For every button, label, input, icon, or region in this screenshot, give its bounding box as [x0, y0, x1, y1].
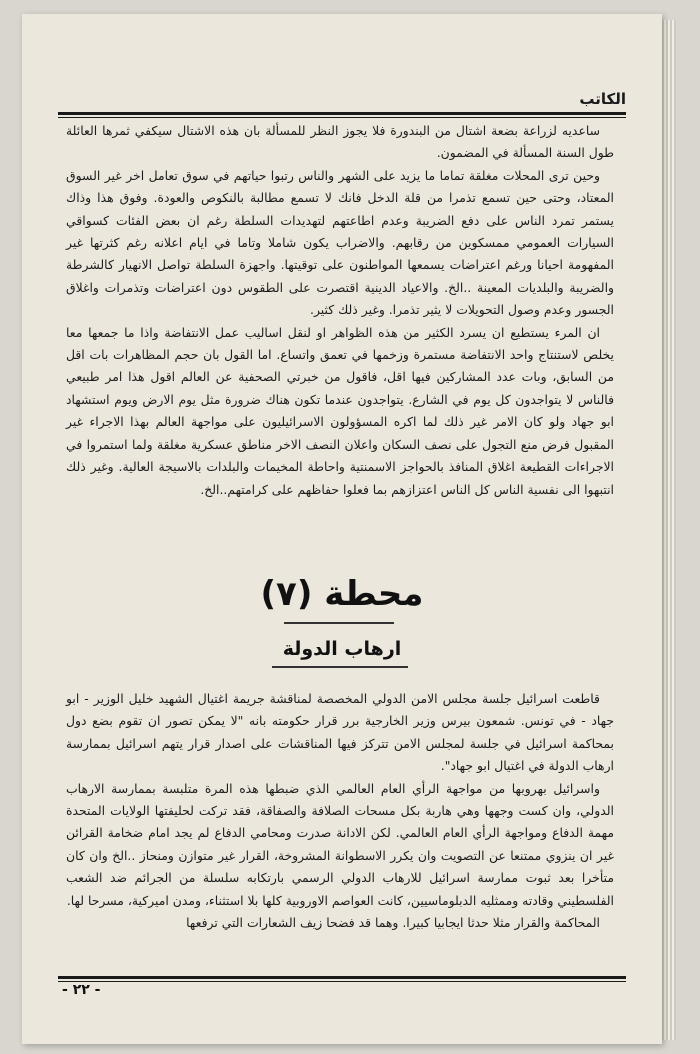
body-text-bottom: [66, 688, 614, 934]
paragraph: قاطعت اسرائيل جلسة مجلس الامن الدولي المخصصة لمناقشة جريمة اغتيال الشهيد خليل الوزير - ابو جهاد - في تونس. شمعون بيرس وزير الخارجية برر قرار حكومته بانه "لا يمكن تصور ان تقوم بضع دول بمحاكمة اسرائيل في جلسة لمجلس الامن تتركز فيها المناقشات على اصدار قرار يتهم اسرائيل بممارسة ارهاب الدولة في اغتيال ابو جهاد".: [66, 691, 614, 774]
page-edges: [662, 20, 676, 1040]
header-rule-thin: [58, 117, 626, 118]
paragraph: المحاكمة والقرار مثلا حدثا ايجابيا كبيرا. وهما قد فضحا زيف الشعارات التي ترفعها: [186, 915, 600, 931]
section-title-underline: [284, 622, 394, 624]
paragraph: وحين ترى المحلات مغلقة تماما ما يزيد على الشهر والناس رتبوا حياتهم في سوق تعامل اخر غير السوق المعتاد، وحتى حين تسمع تذمرا من قلة الدخل فانك لا تسمع مطالبة بالنكوص والعودة. وفوق هذا وذاك يستمر تمرد الناس على دفع الضريبة وعدم اطاعتهم لتهديدات السلطة رغم ان بعض الفئات كسواقي السيارات العمومي ممسكوين من رقابهم. والاضراب يكون شاملا وتاما في ايام اعلانه رغم كثرتها غير المفهومة احيانا ورغم اعتراضات يسمعها المواطنون على توقيتها. واجهزة السلطة تواصل الانهيار كالشرطة والضريبة والبلديات المعينة ..الخ. والاعياد الدينية اقتصرت على الطقوس دون اعتراضات وتذمرات واغلاق الجسور وعدم وصول التحويلات لا يثير تذمرا. وغير ذلك كثير.: [66, 167, 614, 318]
section-subtitle: ارهاب الدولة: [282, 638, 402, 660]
header-rule: [58, 112, 626, 115]
document-page: [22, 14, 662, 1044]
section-subtitle-underline: [272, 666, 408, 668]
footer-rule-thin: [58, 981, 626, 982]
body-text-top: [66, 120, 614, 501]
paragraph: ساعديه لزراعة بضعة اشتال من البندورة فلا يجوز النظر للمسألة بان هذه الاشتال سيكفي ثمرها العائلة طول السنة المسألة في المضمون.: [66, 123, 614, 161]
paragraph: واسرائيل بهروبها من مواجهة الرأي العام العالمي الذي ضبطها هذه المرة متلبسة بممارسة الارهاب الدولي، وان كست وجهها وهي هاربة بكل مسحات الصلافة والصفاقة، فقد تركت لحليفتها الولايات المتحدة مهمة الدفاع ومواجهة الرأي العام العالمي. لكن الادانة صدرت ومحامي الدفاع لم يجد امام ضخامة القرائن غير ان ينزوي ممتنعا عن التصويت وان يكرر الاسطوانة المشروخة، القرار غير متوازن ومنحاز ..الخ وان كان متأخرا بعد ثبوت ممارسة اسرائيل للارهاب الدولي الرسمي بارتكابه سلسلة من الجرائم ضد الشعب الفلسطيني وقادته وممثليه الدبلوماسيين، كانت العواصم الاوروبية كلها بلا استثناء، ومدن اميركية، مسرحا لها.: [66, 780, 614, 908]
page-number: - ٢٢ -: [62, 982, 101, 998]
section-title: محطة (٧): [260, 574, 424, 614]
running-head: الكاتب: [579, 90, 626, 108]
footer-rule: [58, 976, 626, 979]
paragraph: ان المرء يستطيع ان يسرد الكثير من هذه الظواهر او لنقل اساليب عمل الانتفاضة واذا ما جمعها معا يخلص لاستنتاج واحد الانتفاضة مستمرة وزخمها في تعمق واتساع. اما القول بان حجم المظاهرات بات اقل من السابق، وبات عدد المشاركين فيها اقل، فاقول من خبرتي الصحفية عن العالم اقول هذا امر طبيعي فالناس لا يتواجدون كل يوم في الشارع. يتواجدون عندما تكون هناك ضرورة مثل يوم الارض ويوم استشهاد ابو جهاد ولو كان الامر غير ذلك لما اكره المسؤولون الاسرائيليون على مواجهة العالم بهذا الاجراء غير المقبول فرض منع التجول على نصف السكان واعلان النصف الاخر مناطق عسكرية مغلقة ولما استمروا في الاجراءات القطيعة اغلاق المنافذ بالحواجز الاسمنتية واحاطة المخيمات والبلدات بالاسيجة العالية. وغير ذلك انتبهوا الى نفسية الناس كل الناس اعتزازهم بما فعلوا حفاظهم على كرامتهم..الخ.: [66, 324, 614, 497]
